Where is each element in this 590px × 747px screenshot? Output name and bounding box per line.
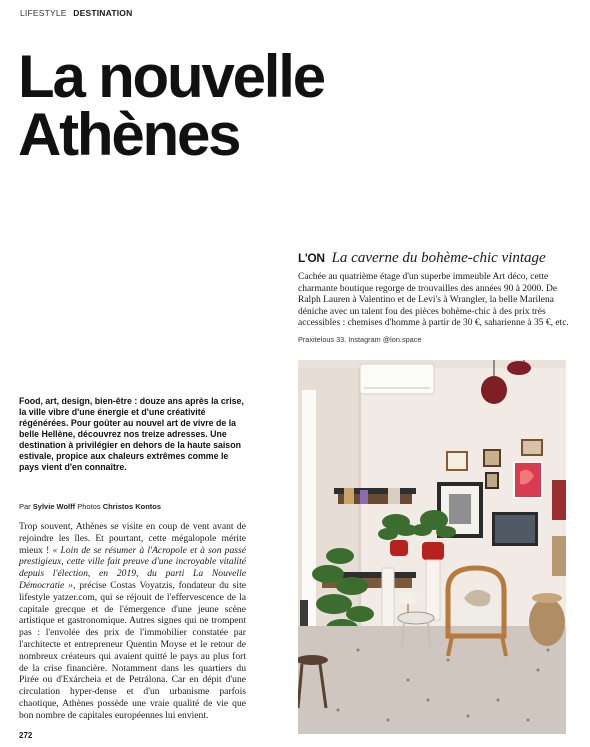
article-body <box>19 521 246 722</box>
lon-tagline: La caverne du bohème-chic vintage <box>331 250 546 266</box>
byline <box>19 502 161 511</box>
section-label: LIFESTYLE <box>20 8 67 18</box>
lon-name: L'ON <box>298 251 325 265</box>
lon-heading <box>298 249 570 267</box>
page-number: 272 <box>19 731 33 740</box>
shop-interior-photo <box>298 360 566 734</box>
byline-par: Par <box>19 502 31 511</box>
body-quote: « Loin de se résumer à l'Acropole et à son passé prestigieux, cette ville fait preuve d'une incroyable vitalité depuis l'élection, en 2019, du parti La Nouvelle Démocratie », <box>19 544 246 591</box>
section-header <box>20 8 132 18</box>
subsection-label: DESTINATION <box>73 8 133 18</box>
byline-photos-label: Photos <box>77 502 101 511</box>
title-line-2: Athènes <box>18 101 240 168</box>
body-paragraph-2: précise Costas Voyatzis, fondateur du site lifestyle yatzer.com, qui se réjouit de l'effervescence de la capitale grecque et de l'émergence d'une jeune scène artistique et gastronomique. Autres signes qui ne trompent pas : l'envolée des prix de l'immobilier constatée par l'architecte et entrepreneur Quentin Moyse et le retour de nombreux créateurs qui avaient quitté le pays au plus fort de la crise financière. Notamment dans les quartiers du Pirée ou d'Exárcheia et de Petrálona. Car en dépit d'une circulation hyper-dense et d'un urbanisme parfois chaotique, Athènes possède une vraie qualité de vie que bon nombre de capitales européennes lui envient. <box>19 579 246 721</box>
byline-author: Sylvie Wolff <box>32 502 76 511</box>
byline-photographer: Christos Kontos <box>102 502 162 511</box>
article-title <box>18 43 324 168</box>
lon-feature <box>298 249 570 344</box>
lon-description: Cachée au quatrième étage d'un superbe immeuble Art déco, cette charmante boutique regorge de trouvailles des années 90 à 2000. De Ralph Lauren à Valentino et de Levi's à Wrangler, la belle Marilena déniche avec un talent fou des pièces bohème-chic à des prix très accessibles : chemises d'homme à partir de 30 €, saharienne à 35 €, etc. <box>298 272 569 329</box>
title-line-1: La nouvelle <box>18 43 324 110</box>
body-paragraph-1: Trop souvent, Athènes se visite en coup de vent avant de rejoindre les îles. Et pourtant, cette mégalopole mérite mieux ! <box>19 521 246 556</box>
lon-address: Praxitelous 33. Instagram @lon.space <box>298 334 422 344</box>
article-intro: Food, art, design, bien-être : douze ans après la crise, la ville vibre d'une énergie et d'une créativité régénérées. Pour goûter au nouvel art de vivre de la belle Hellène, découvrez nos treize adresses. Une destination à privilégier en dehors de la haute saison estivale, propice aux chaleurs extrêmes comme le pays vient d'en connaître. <box>19 396 244 472</box>
